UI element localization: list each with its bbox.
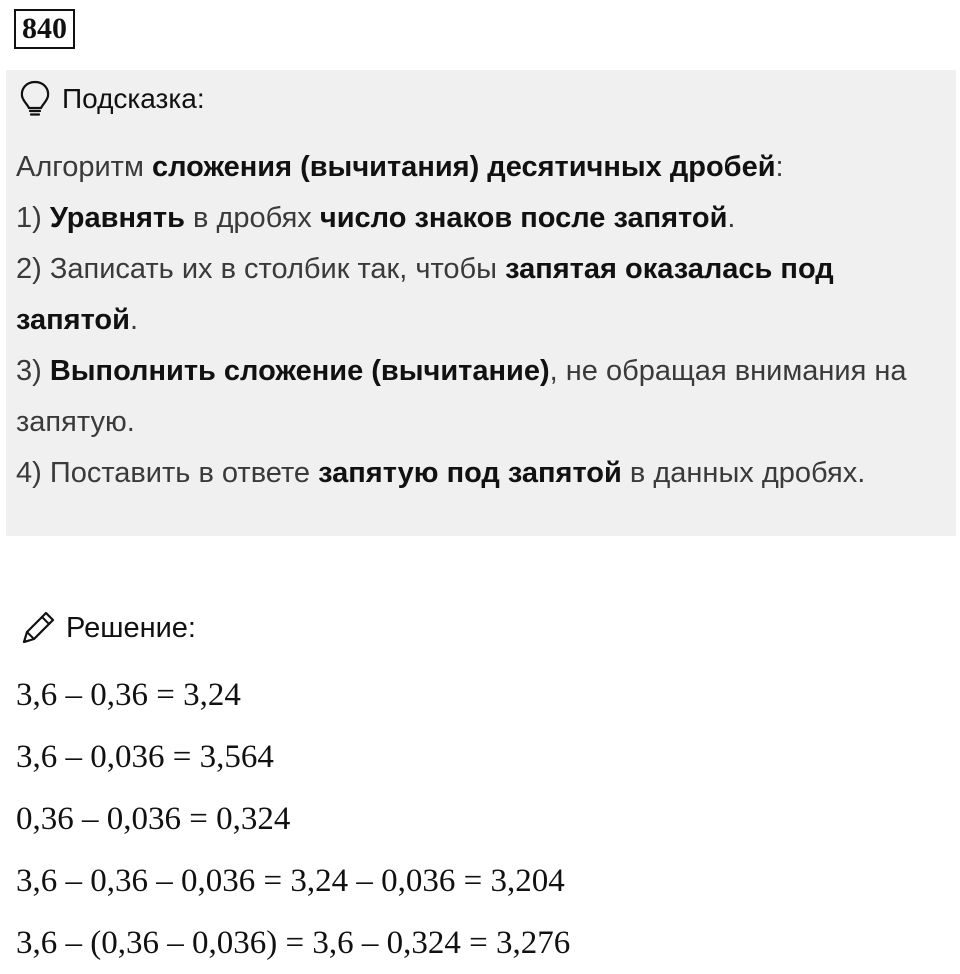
hint-step-1: 1) Уравнять в дробях число знаков после запятой. (16, 202, 736, 234)
hint-body (16, 142, 936, 499)
hint-title: Подсказка: (62, 83, 205, 114)
solution-line: 3,6 – 0,036 = 3,564 (16, 739, 274, 775)
hint-step-3: 3) Выполнить сложение (вычитание), не обращая внимания на запятую. (16, 355, 907, 438)
hint-intro: Алгоритм сложения (вычитания) десятичных дробей: (16, 151, 784, 183)
solution-line: 3,6 – 0,36 – 0,036 = 3,24 – 0,036 = 3,204 (16, 863, 565, 899)
solution-line: 0,36 – 0,036 = 0,324 (16, 801, 291, 837)
solution-title: Решение: (66, 611, 196, 644)
solution-line: 3,6 – 0,36 = 3,24 (16, 677, 241, 713)
solution-lines (16, 664, 570, 974)
lightbulb-icon (18, 79, 52, 119)
task-number: 840 (14, 9, 75, 49)
pencil-icon (18, 608, 58, 648)
hint-step-2: 2) Записать их в столбик так, чтобы запятая оказалась под запятой. (16, 253, 834, 336)
hint-header (18, 78, 205, 120)
hint-step-4: 4) Поставить в ответе запятую под запятой в данных дробях. (16, 457, 866, 489)
solution-line: 3,6 – (0,36 – 0,036) = 3,6 – 0,324 = 3,276 (16, 925, 571, 961)
solution-header (18, 606, 196, 650)
